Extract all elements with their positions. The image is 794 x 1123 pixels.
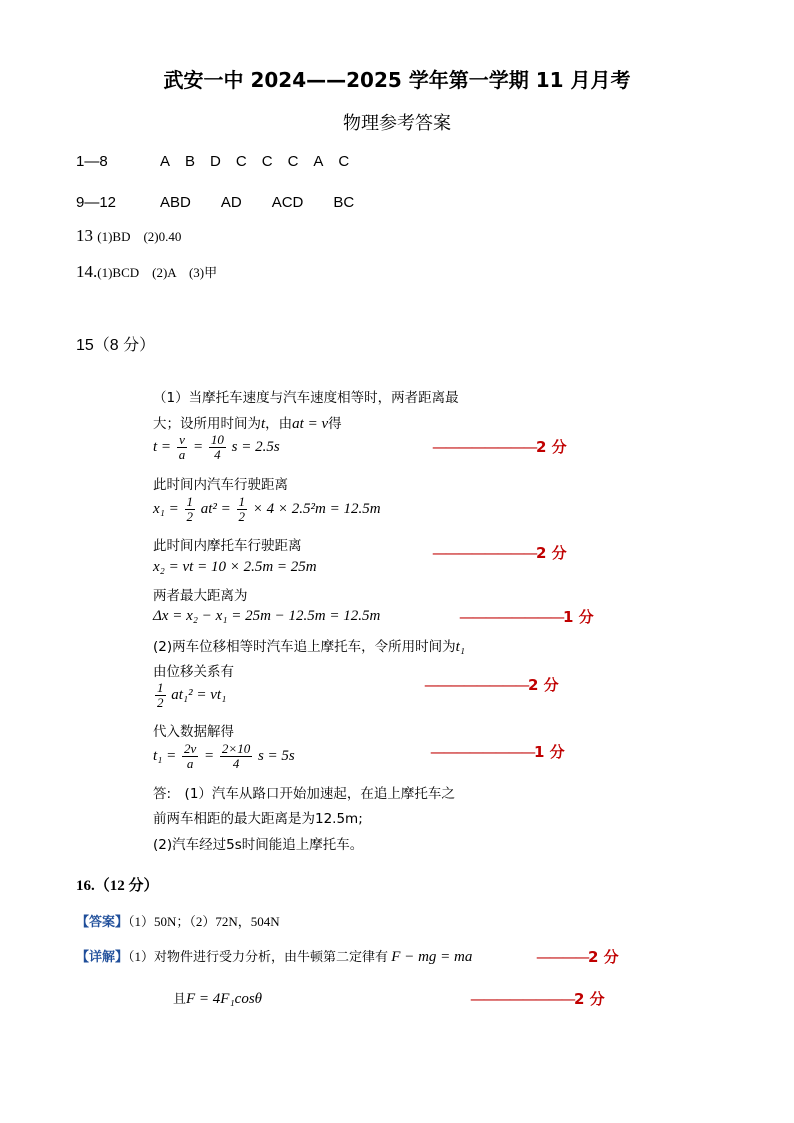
eq6-mid: = <box>204 747 215 764</box>
eq6-f1-num: 2v <box>184 741 197 756</box>
q15-line-5: 两者最大距离为 <box>153 588 248 604</box>
q15-line-2c: 得 <box>328 416 342 432</box>
page-subtitle: 物理参考答案 <box>343 113 451 134</box>
answer-5: C <box>261 153 273 170</box>
eq1-f2-num: 10 <box>210 432 224 447</box>
choice-answers-1-8 <box>76 153 364 170</box>
eq6-f1-den: a <box>186 756 194 771</box>
q15-line-3: 此时间内汽车行驶距离 <box>153 477 288 493</box>
eq6-frac-2 <box>220 742 252 771</box>
eq5-rhs: at₁² = vt₁ <box>171 686 227 703</box>
answer-8: C <box>338 153 350 170</box>
score-mark-1 <box>432 436 567 457</box>
eq1-f1-num: v <box>177 433 188 448</box>
eq5-f-den: 2 <box>157 695 164 710</box>
eq1-rhs: s = 2.5s <box>231 438 280 455</box>
q15-line-10: 前两车相距的最大距离是为12.5m; <box>153 811 363 827</box>
eq6-rhs: s = 5s <box>257 747 295 764</box>
eq1-f1-den: a <box>178 447 186 462</box>
eq2-a: at² = <box>200 500 231 517</box>
eq1-lhs: t = <box>153 438 172 455</box>
eq6-lhs: t₁ = <box>153 747 177 764</box>
score-value-2: 2 分 <box>536 544 567 562</box>
choice-answers-9-12 <box>76 194 384 211</box>
score-mark-6 <box>536 946 619 967</box>
eq2-f2-den: 2 <box>238 509 246 524</box>
score-dash-6: ———— <box>536 948 588 966</box>
eq6-f2-den: 4 <box>232 756 240 771</box>
score-value-3: 1 分 <box>563 608 594 626</box>
eq1-mid: = <box>193 438 204 455</box>
eq2-rhs: × 4 × 2.5²m = 12.5m <box>252 500 381 517</box>
q15-line-2b: ，由 <box>265 416 293 432</box>
q16-detail <box>76 946 472 966</box>
score-value-1: 2 分 <box>536 438 567 456</box>
eq2-lhs: x₁ = <box>153 500 179 517</box>
q15-var-t: t <box>261 416 266 432</box>
q15-eq-4: Δx = x₂ − x₁ = 25m − 12.5m = 12.5m <box>153 608 381 624</box>
score-value-4: 2 分 <box>528 676 559 694</box>
score-dash-1: ———————— <box>432 438 536 456</box>
score-mark-5 <box>430 741 565 762</box>
answer-12: BC <box>333 194 355 211</box>
score-dash-2: ———————— <box>432 544 536 562</box>
score-mark-4 <box>424 674 559 695</box>
q16-answer-tag: 【答案】 <box>76 915 129 930</box>
answer-9: ABD <box>160 194 191 211</box>
q16-line-2-eq: F = 4F₁cosθ <box>186 991 263 1007</box>
q15-eq-1 <box>153 433 280 462</box>
q14-number: 14. <box>76 262 98 281</box>
eq2-f1-num: 1 <box>186 494 193 509</box>
score-value-5: 1 分 <box>534 743 565 761</box>
answer-2: B <box>185 153 196 170</box>
eq2-frac-1 <box>185 495 196 524</box>
eq5-frac <box>155 681 166 710</box>
answer-7: A <box>313 153 324 170</box>
eq6-frac-1 <box>182 742 198 771</box>
q15-line-1: （1）当摩托车速度与汽车速度相等时，两者距离最 <box>153 390 459 406</box>
eq2-frac-2 <box>237 495 248 524</box>
q15-line-6-text: (2)两车位移相等时汽车追上摩托车，令所用时间为 <box>153 639 456 655</box>
q15-line-4: 此时间内摩托车行驶距离 <box>153 538 302 554</box>
answer-10: AD <box>220 194 242 211</box>
q15-eq-3: x₂ = vt = 10 × 2.5m = 25m <box>153 559 317 575</box>
answer-3: D <box>210 153 221 170</box>
q15-var-at: at = v <box>292 416 329 432</box>
q13-answer <box>76 226 181 246</box>
eq5-f-num: 1 <box>157 680 164 695</box>
score-dash-7: ———————— <box>470 990 574 1008</box>
q15-eq-2 <box>153 495 381 524</box>
score-dash-5: ———————— <box>430 743 534 761</box>
q16-detail-tag: 【详解】 <box>76 950 129 965</box>
q15-line-8: 代入数据解得 <box>153 724 234 740</box>
q15-eq-6 <box>153 742 295 771</box>
q13-text: (1)BD (2)0.40 <box>97 229 182 244</box>
q16-answer <box>76 911 280 930</box>
eq1-frac-1 <box>177 433 188 462</box>
q16-detail-text: （1）对物件进行受力分析，由牛顿第二定律有 <box>128 949 389 964</box>
q15-line-2 <box>153 412 342 433</box>
q16-line-2 <box>173 988 262 1008</box>
eq2-f2-num: 1 <box>238 494 246 509</box>
score-dash-3: ———————— <box>459 608 563 626</box>
q15-line-6 <box>153 635 465 656</box>
q16-line-2a: 且 <box>173 991 187 1006</box>
score-value-6: 2 分 <box>588 948 619 966</box>
q16-answer-text: （1）50N；（2）72N，504N <box>128 914 280 929</box>
q14-text: (1)BCD (2)A (3)甲 <box>97 265 218 280</box>
q15-line-2a: 大；设所用时间为 <box>153 416 261 432</box>
answer-11: ACD <box>271 194 304 211</box>
score-mark-2 <box>432 542 567 563</box>
score-dash-4: ———————— <box>424 676 528 694</box>
eq6-f2-num: 2×10 <box>221 741 251 756</box>
choice-label-9-12: 9—12 <box>76 194 117 211</box>
answer-6: C <box>287 153 299 170</box>
q16-detail-eq: F − mg = ma <box>391 949 473 965</box>
q15-eq-5 <box>153 681 226 710</box>
q15-header: 15（8 分） <box>76 337 156 354</box>
eq1-frac-2 <box>209 433 226 462</box>
q13-number: 13 <box>76 226 93 245</box>
eq1-f2-den: 4 <box>214 447 221 462</box>
choice-label-1-8: 1—8 <box>76 153 108 170</box>
page-title: 武安一中 2024——2025 学年第一学期 11 月月考 <box>163 68 631 92</box>
q16-header: 16.（12 分） <box>76 878 159 894</box>
q14-answer <box>76 262 217 282</box>
score-mark-3 <box>459 606 594 627</box>
score-mark-7 <box>470 988 605 1009</box>
answer-4: C <box>235 153 247 170</box>
score-value-7: 2 分 <box>574 990 605 1008</box>
q15-line-7: 由位移关系有 <box>153 664 234 680</box>
eq2-f1-den: 2 <box>186 509 193 524</box>
answer-1: A <box>160 153 171 170</box>
q15-line-9: 答: (1）汽车从路口开始加速起，在追上摩托车之 <box>153 786 455 802</box>
q15-line-11: (2)汽车经过5s时间能追上摩托车。 <box>153 837 364 853</box>
q15-var-t1: t₁ <box>455 639 466 655</box>
